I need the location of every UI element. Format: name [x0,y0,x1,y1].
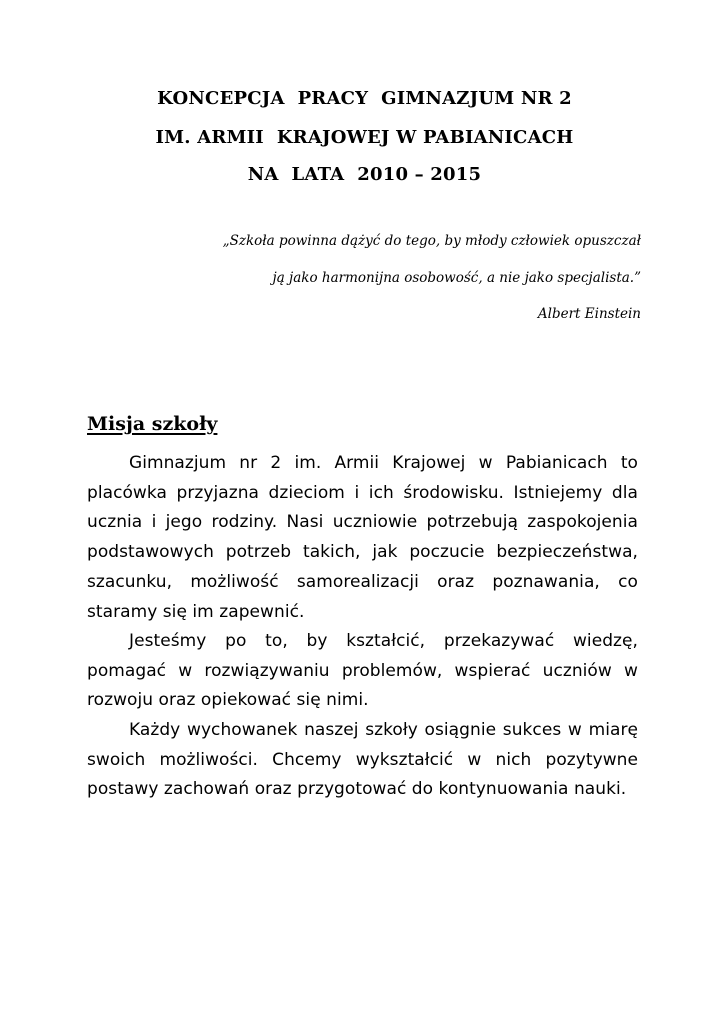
motto-line-2: ją jako harmonijna osobowość, a nie jako specjalista.” [272,270,641,286]
motto-author: Albert Einstein [537,306,641,322]
motto-line-1: „Szkoła powinna dążyć do tego, by młody człowiek opuszczał [222,233,641,249]
mission-paragraph-3: Każdy wychowanek naszej szkoły osiągnie sukces w miarę swoich możliwości. Chcemy wykształcić w nich pozytywne postawy zachowań oraz przygotować do kontynuowania nauki. [87,720,638,800]
document-title-line-2: IM. ARMII KRAJOWEJ W PABIANICACH [155,127,574,148]
document-title-line-1: KONCEPCJA PRACY GIMNAZJUM NR 2 [157,88,572,109]
mission-paragraph-1: Gimnazjum nr 2 im. Armii Krajowej w Pabianicach to placówka przyjazna dzieciom i ich środowisku. Istniejemy dla ucznia i jego rodziny. Nasi uczniowie potrzebują zaspokojenia podstawowych potrzeb takich, jak poczucie bezpieczeństwa, szacunku, możliwość samorealizacji oraz poznawania, co staramy się im zapewnić. [87,453,638,622]
document-title-line-3: NA LATA 2010 – 2015 [247,164,482,185]
mission-paragraph-2: Jesteśmy po to, by kształcić, przekazywać wiedzę, pomagać w rozwiązywaniu problemów, wspierać uczniów w rozwoju oraz opiekować się nimi. [87,631,638,711]
section-heading: Misja szkoły [87,413,218,435]
